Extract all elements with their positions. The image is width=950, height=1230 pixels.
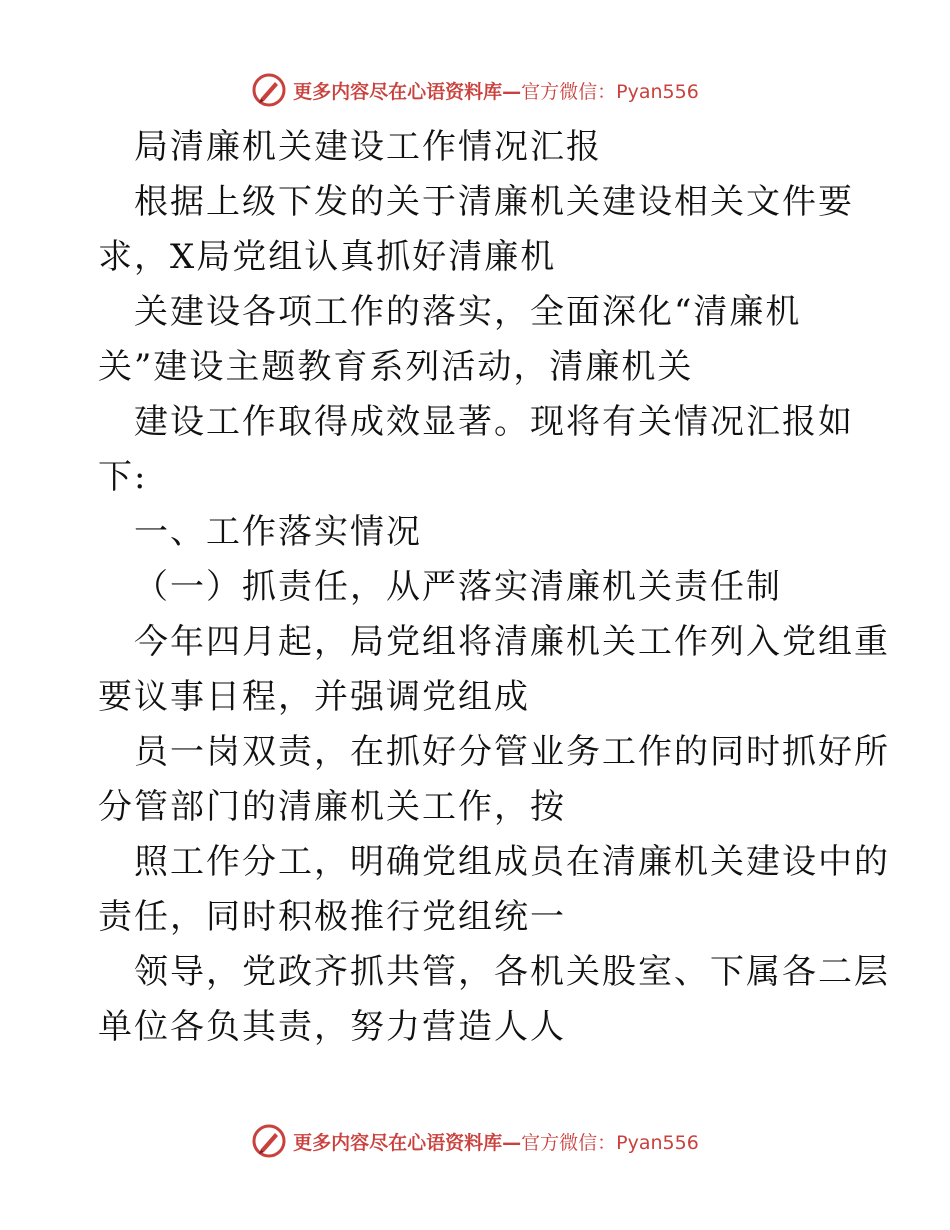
text-line: 关建设各项工作的落实，全面深化“清廉机	[134, 292, 802, 332]
banner-main-text: 更多内容尽在心语资料库	[293, 1131, 503, 1154]
text-line: 根据上级下发的关于清廉机关建设相关文件要	[134, 182, 854, 222]
pen-logo-icon	[251, 1123, 287, 1159]
text-line: 下:	[98, 457, 148, 497]
section-heading: 一、工作落实情况	[134, 512, 422, 552]
document-title: 局清廉机关建设工作情况汇报	[134, 127, 602, 167]
banner-wechat-text: 官方微信：Pyan556	[521, 80, 699, 103]
text-line: 照工作分工，明确党组成员在清廉机关建设中的	[134, 842, 890, 882]
text-line: 关”建设主题教育系列活动，清廉机关	[98, 347, 694, 387]
banner-text	[293, 77, 699, 104]
text-line: 单位各负其责，努力营造人人	[98, 1007, 566, 1047]
banner-main-text: 更多内容尽在心语资料库	[293, 80, 503, 103]
header-banner	[0, 70, 950, 110]
text-line: 责任，同时积极推行党组统一	[98, 897, 566, 937]
text-line: 要议事日程，并强调党组成	[98, 677, 530, 717]
banner-dash: —	[502, 1131, 522, 1154]
pen-logo-icon	[251, 72, 287, 108]
text-line: 建设工作取得成效显著。现将有关情况汇报如	[134, 402, 854, 442]
text-line: 员一岗双责，在抓好分管业务工作的同时抓好所	[134, 732, 890, 772]
text-line: 求，X局党组认真抓好清廉机	[98, 237, 557, 277]
document-body	[98, 120, 890, 1055]
banner-text	[293, 1128, 699, 1155]
text-line: 分管部门的清廉机关工作，按	[98, 787, 566, 827]
banner-dash: —	[502, 80, 522, 103]
footer-banner	[0, 1121, 950, 1161]
text-line: 今年四月起，局党组将清廉机关工作列入党组重	[134, 622, 890, 662]
subsection-heading: （一）抓责任，从严落实清廉机关责任制	[134, 567, 782, 607]
text-line: 领导，党政齐抓共管，各机关股室、下属各二层	[134, 952, 890, 992]
banner-wechat-text: 官方微信：Pyan556	[521, 1131, 699, 1154]
